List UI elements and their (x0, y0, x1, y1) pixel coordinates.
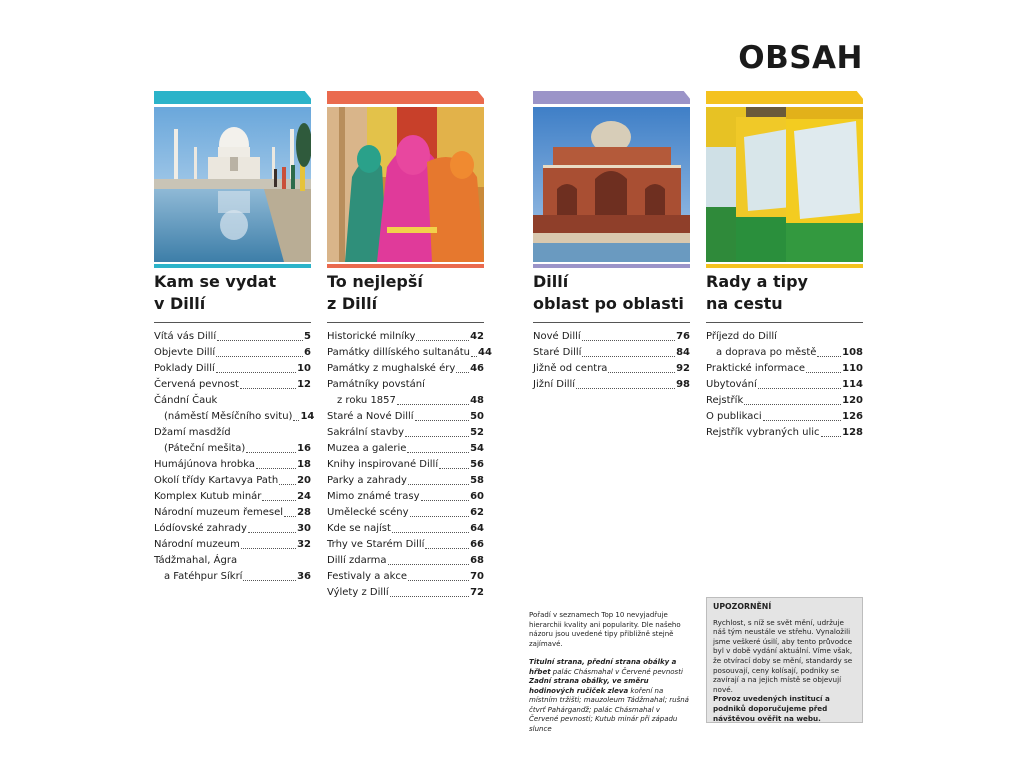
toc-entry[interactable]: Muzea a galerie 54 (327, 443, 484, 454)
warning-body: Rychlost, s níž se svět mění, udržuje náš tým neustále ve střehu. Vynaložili jsme veškeré úsilí, aby tento průvodce byl v době vydání aktuální. Víme však, že otvírací doby se mění, standardy se posouvají, ceny kolísají, podniky se zavírají a na jejich místě se objevují nové. (713, 617, 853, 694)
toc-entry[interactable]: Trhy ve Starém Dillí 66 (327, 539, 484, 550)
toc-list-4 (706, 329, 863, 441)
cover-credits: Titulní strana, přední strana obálky a hřbet palác Chásmahal v Červené pevnosti Zadní strana obálky, ve směru hodinových ručiček zleva koření na místním tržišti; mauzoleum Tádžmahal; rušná čtvrť Pahárganďž; palác Chásmahal v Červené pevnosti; Kutub minár při západu slunce (529, 658, 689, 733)
auto-rickshaw-photo (706, 107, 863, 262)
section-underbar-1 (154, 264, 311, 268)
toc-entry[interactable]: Okolí třídy Kartavya Path 20 (154, 475, 311, 486)
toc-entry[interactable]: Tádžmahal, Ágra a Fatéhpur Síkrí 36 (154, 555, 311, 582)
toc-entry[interactable]: Památky z mughalské éry 46 (327, 363, 484, 374)
page-title: OBSAH (738, 40, 863, 76)
section-column-3 (533, 91, 690, 393)
toc-entry[interactable]: Sakrální stavby 52 (327, 427, 484, 438)
section-title-4: Rady a tipy na cestu (706, 272, 808, 313)
section-column-1 (154, 91, 315, 585)
toc-entry[interactable]: Rejstřík vybraných ulic 128 (706, 427, 863, 438)
section-title-3: Dillí oblast po oblasti (533, 272, 684, 313)
warning-title: UPOZORNĚNÍ (713, 602, 772, 611)
toc-entry[interactable]: Kde se najíst 64 (327, 523, 484, 534)
toc-list-2 (327, 329, 492, 601)
section-tab-4 (706, 91, 863, 104)
toc-entry[interactable]: Jižní Dillí 98 (533, 379, 690, 390)
section-tab-3 (533, 91, 690, 104)
toc-entry[interactable]: Knihy inspirované Dillí 56 (327, 459, 484, 470)
toc-entry[interactable]: Památníky povstání z roku 1857 48 (327, 379, 484, 406)
toc-entry[interactable]: Národní muzeum řemesel 28 (154, 507, 311, 518)
toc-entry[interactable]: Staré a Nové Dillí 50 (327, 411, 484, 422)
section-rule-2 (327, 322, 484, 323)
toc-entry[interactable]: Historické milníky 42 (327, 331, 484, 342)
section-rule-1 (154, 322, 311, 323)
toc-entry[interactable]: O publikaci 126 (706, 411, 863, 422)
section-column-4 (706, 91, 863, 441)
section-title-2: To nejlepší z Dillí (327, 272, 423, 313)
section-underbar-4 (706, 264, 863, 268)
toc-entry[interactable]: Čándní Čauk (náměstí Měsíčního svitu) 14 (154, 395, 315, 422)
toc-entry[interactable]: Džamí masdžíd (Páteční mešita) 16 (154, 427, 311, 454)
taj-mahal-photo (154, 107, 311, 262)
women-in-saris-photo (327, 107, 484, 262)
ranking-note-text: Pořadí v seznamech Top 10 nevyjadřuje hierarchii kvality ani popularity. Dle našeho názoru jsou uvedené tipy přibližně stejně zajímavé. (529, 611, 681, 648)
toc-entry[interactable]: Staré Dillí 84 (533, 347, 690, 358)
toc-entry[interactable]: Umělecké scény 62 (327, 507, 484, 518)
toc-entry[interactable]: Památky dillíského sultanátu 44 (327, 347, 492, 358)
section-tab-2 (327, 91, 484, 104)
toc-entry[interactable]: Rejstřík 120 (706, 395, 863, 406)
toc-entry[interactable]: Humájúnova hrobka 18 (154, 459, 311, 470)
toc-entry[interactable]: Nové Dillí 76 (533, 331, 690, 342)
toc-entry[interactable]: Mimo známé trasy 60 (327, 491, 484, 502)
warning-box (706, 597, 863, 723)
warning-bold: Provoz uvedených institucí a podniků doporučujeme před návštěvou ověřit na webu. (713, 694, 830, 723)
humayun-tomb-photo (533, 107, 690, 262)
section-underbar-3 (533, 264, 690, 268)
toc-entry[interactable]: Výlety z Dillí 72 (327, 587, 484, 598)
toc-entry[interactable]: Praktické informace 110 (706, 363, 863, 374)
section-tab-1 (154, 91, 311, 104)
toc-entry[interactable]: Lódíovské zahrady 30 (154, 523, 311, 534)
section-rule-4 (706, 322, 863, 323)
section-rule-3 (533, 322, 690, 323)
toc-entry[interactable]: Parky a zahrady 58 (327, 475, 484, 486)
toc-entry[interactable]: Poklady Dillí 10 (154, 363, 311, 374)
toc-entry[interactable]: Komplex Kutub minár 24 (154, 491, 311, 502)
toc-entry[interactable]: Festivaly a akce 70 (327, 571, 484, 582)
toc-entry[interactable]: Vítá vás Dillí 5 (154, 331, 311, 342)
ranking-note (529, 611, 689, 734)
section-title-1: Kam se vydat v Dillí (154, 272, 277, 313)
toc-entry[interactable]: Příjezd do Dillí a doprava po městě 108 (706, 331, 863, 358)
toc-entry[interactable]: Ubytování 114 (706, 379, 863, 390)
toc-entry[interactable]: Jižně od centra 92 (533, 363, 690, 374)
section-underbar-2 (327, 264, 484, 268)
toc-entry[interactable]: Červená pevnost 12 (154, 379, 311, 390)
toc-entry[interactable]: Objevte Dillí 6 (154, 347, 311, 358)
toc-entry[interactable]: Dillí zdarma 68 (327, 555, 484, 566)
toc-list-1 (154, 329, 315, 585)
toc-list-3 (533, 329, 690, 393)
toc-entry[interactable]: Národní muzeum 32 (154, 539, 311, 550)
section-column-2 (327, 91, 492, 601)
